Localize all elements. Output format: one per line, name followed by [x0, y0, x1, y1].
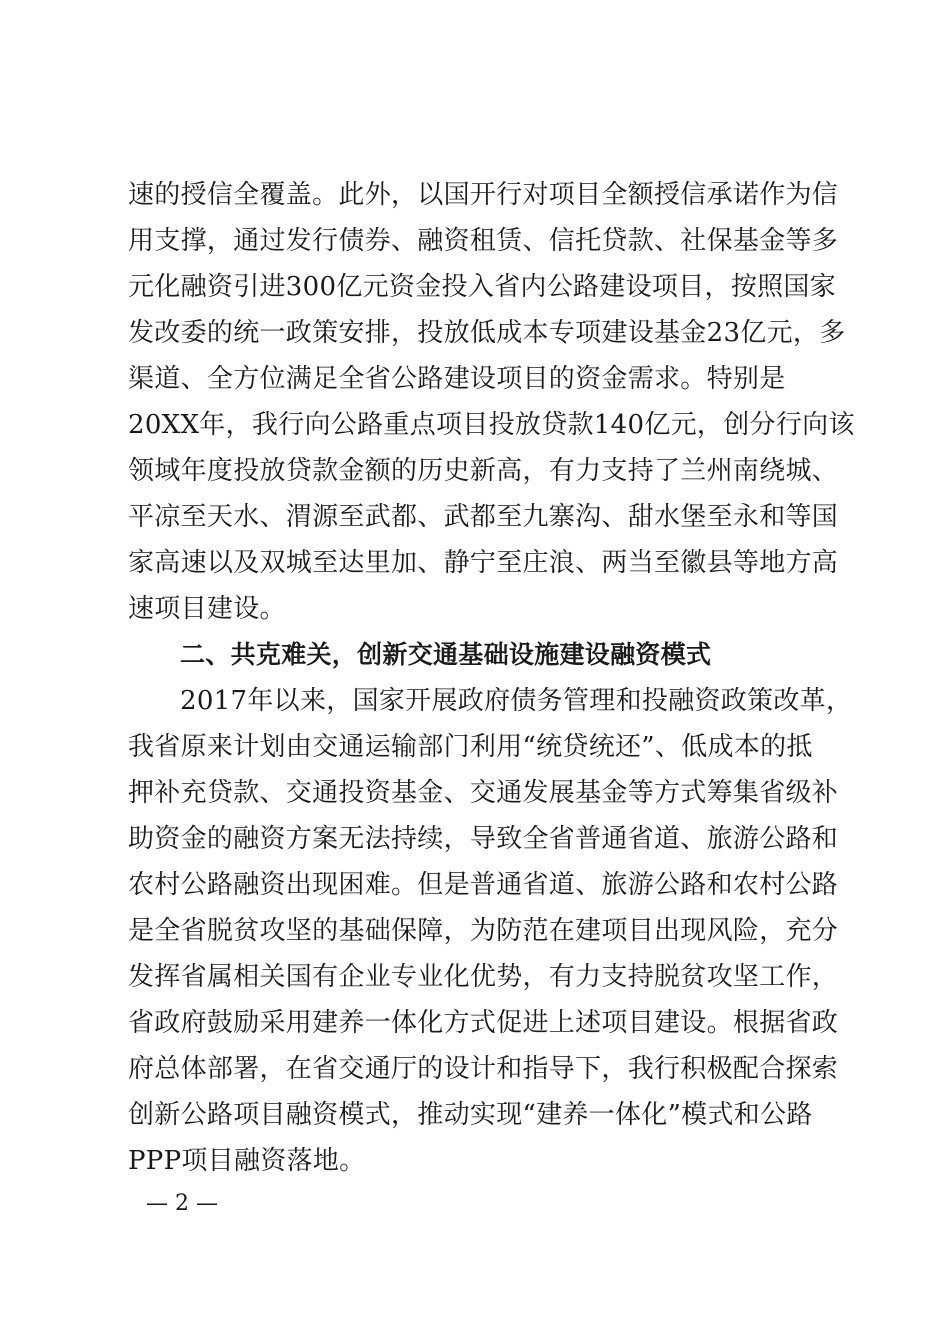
paragraph-line: 发改委的统一政策安排，投放低成本专项建设基金23亿元，多 [128, 318, 846, 348]
paragraph-line: 府总体部署，在省交通厅的设计和指导下，我行积极配合探索 [128, 1054, 839, 1084]
paragraph-line: 用支撑，通过发行债券、融资租赁、信托贷款、社保基金等多 [128, 226, 839, 256]
paragraph-line: 领域年度投放贷款金额的历史新高，有力支持了兰州南绕城、 [128, 456, 839, 486]
paragraph-line: 速的授信全覆盖。此外，以国开行对项目全额授信承诺作为信 [128, 180, 839, 210]
paragraph-line: 20XX年，我行向公路重点项目投放贷款140亿元，创分行向该 [128, 410, 855, 440]
section-heading: 二、共克难关，创新交通基础设施建设融资模式 [180, 640, 712, 669]
paragraph-line: PPP项目融资落地。 [128, 1146, 366, 1176]
paragraph-line: 家高速以及双城至达里加、静宁至庄浪、两当至徽县等地方高 [128, 548, 839, 578]
page-number: — 2 — [146, 1191, 218, 1216]
paragraph-line: 押补充贷款、交通投资基金、交通发展基金等方式筹集省级补 [128, 778, 839, 808]
paragraph-line: 渠道、全方位满足全省公路建设项目的资金需求。特别是 [128, 364, 786, 394]
paragraph-line: 农村公路融资出现困难。但是普通省道、旅游公路和农村公路 [128, 870, 839, 900]
paragraph-line: 平凉至天水、渭源至武都、武都至九寨沟、甜水堡至永和等国 [128, 502, 839, 532]
paragraph-line: 创新公路项目融资模式，推动实现“建养一体化”模式和公路 [128, 1100, 813, 1130]
paragraph-line: 2017年以来，国家开展政府债务管理和投融资政策改革， [180, 686, 853, 716]
paragraph-line: 助资金的融资方案无法持续，导致全省普通省道、旅游公路和 [128, 824, 839, 854]
paragraph-line: 省政府鼓励采用建养一体化方式促进上述项目建设。根据省政 [128, 1008, 839, 1038]
paragraph-line: 我省原来计划由交通运输部门利用“统贷统还”、低成本的抵 [128, 732, 813, 762]
paragraph-line: 速项目建设。 [128, 594, 286, 624]
paragraph-line: 元化融资引进300亿元资金投入省内公路建设项目，按照国家 [128, 272, 837, 302]
paragraph-line: 是全省脱贫攻坚的基础保障，为防范在建项目出现风险，充分 [128, 916, 839, 946]
paragraph-line: 发挥省属相关国有企业专业化优势，有力支持脱贫攻坚工作， [128, 962, 839, 992]
